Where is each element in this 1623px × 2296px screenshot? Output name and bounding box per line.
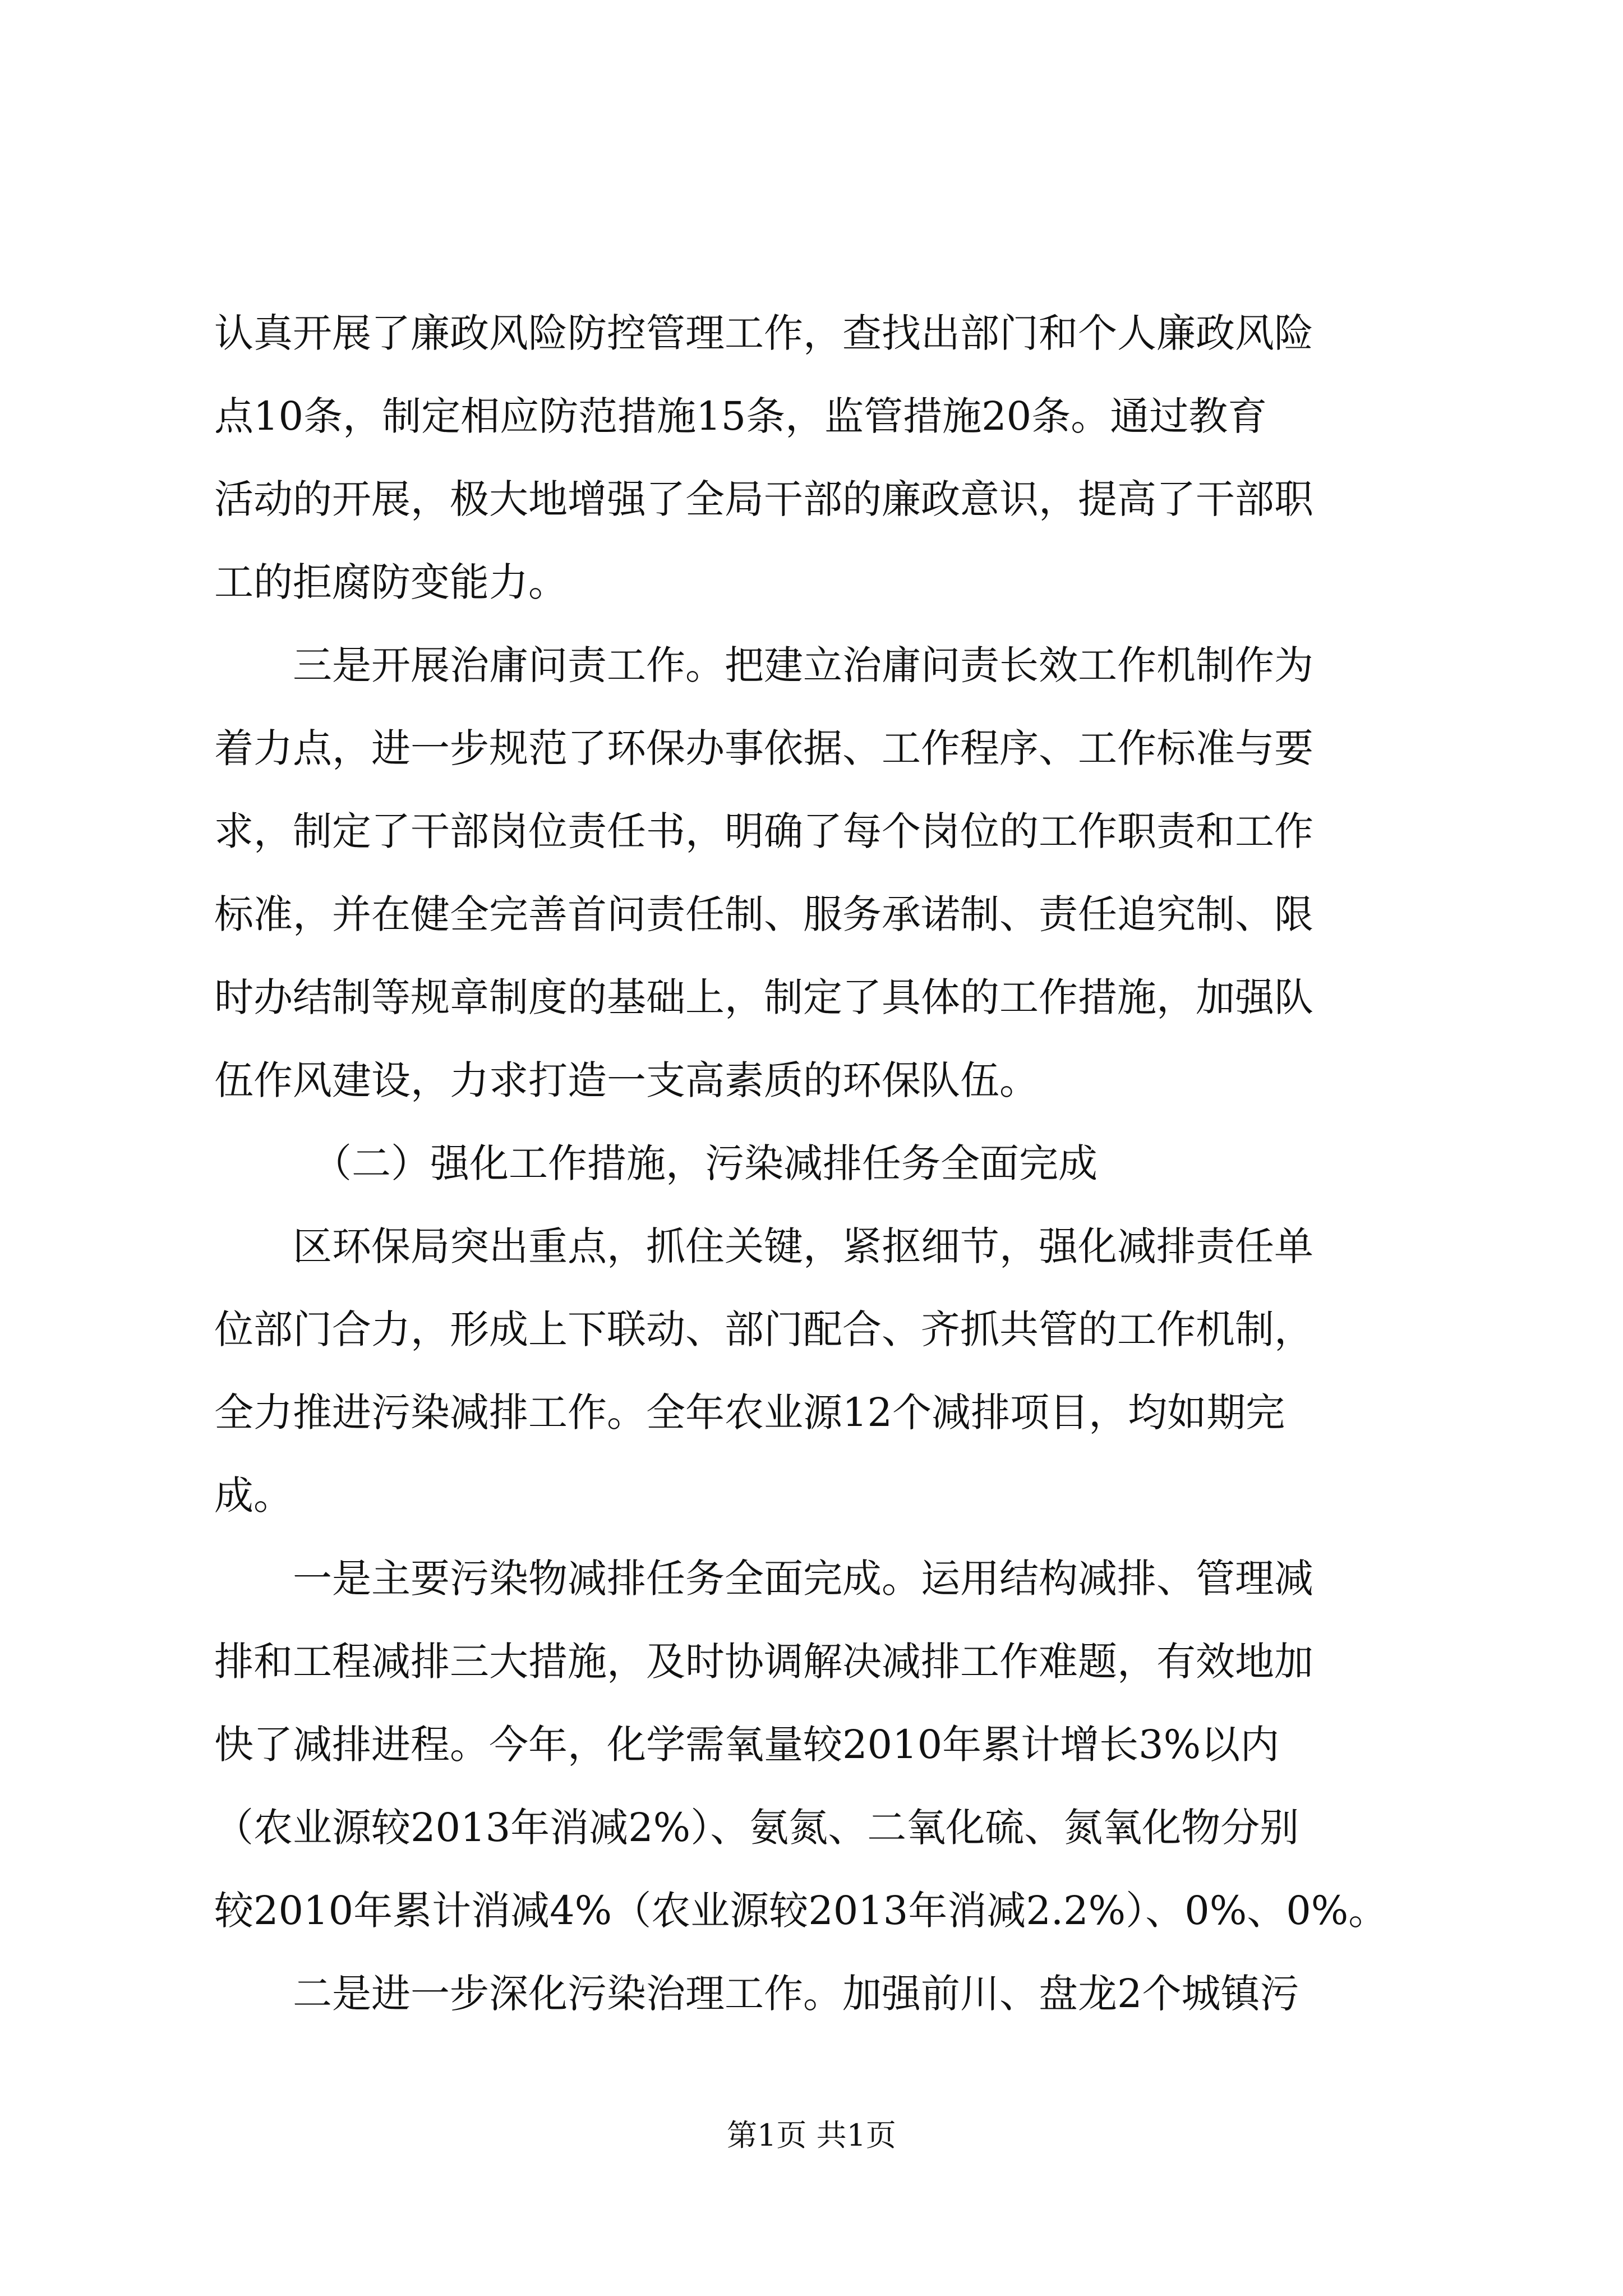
text-line: 求，制定了干部岗位责任书，明确了每个岗位的工作职责和工作 — [214, 808, 1313, 854]
text-line: 成。 — [214, 1473, 293, 1519]
text-line: 三是开展治庸问责工作。把建立治庸问责长效工作机制作为 — [293, 642, 1313, 688]
text-line: 活动的开展，极大地增强了全局干部的廉政意识，提高了干部职 — [214, 476, 1313, 522]
text-line: 区环保局突出重点，抓住关键，紧抠细节，强化减排责任单 — [293, 1223, 1313, 1269]
text-line: 认真开展了廉政风险防控管理工作，查找出部门和个人廉政风险 — [214, 310, 1313, 356]
text-line: 时办结制等规章制度的基础上，制定了具体的工作措施，加强队 — [214, 974, 1313, 1020]
text-line: 着力点，进一步规范了环保办事依据、工作程序、工作标准与要 — [214, 725, 1313, 771]
text-line: 快了减排进程。今年，化学需氧量较2010年累计增长3%以内 — [214, 1722, 1280, 1768]
section-heading: （二）强化工作措施，污染减排任务全面完成 — [312, 1140, 1098, 1186]
text-line: 工的拒腐防变能力。 — [214, 559, 568, 605]
text-line: 一是主要污染物减排任务全面完成。运用结构减排、管理减 — [293, 1556, 1313, 1602]
text-line: 较2010年累计消减4%（农业源较2013年消减2.2%）、0%、0%。 — [214, 1888, 1388, 1934]
text-line: （农业源较2013年消减2%）、氨氮、二氧化硫、氮氧化物分别 — [214, 1805, 1299, 1851]
document-body — [214, 292, 1420, 2035]
text-line: 点10条，制定相应防范措施15条，监管措施20条。通过教育 — [214, 393, 1267, 439]
text-line: 伍作风建设，力求打造一支高素质的环保队伍。 — [214, 1057, 1039, 1103]
text-line: 排和工程减排三大措施，及时协调解决减排工作难题，有效地加 — [214, 1639, 1313, 1685]
text-line: 二是进一步深化污染治理工作。加强前川、盘龙2个城镇污 — [293, 1971, 1299, 2017]
text-line: 标准，并在健全完善首问责任制、服务承诺制、责任追究制、限 — [214, 891, 1313, 937]
page-footer: 第1页 共1页 — [727, 2118, 896, 2153]
text-line: 全力推进污染减排工作。全年农业源12个减排项目，均如期完 — [214, 1389, 1285, 1435]
text-line: 位部门合力，形成上下联动、部门配合、齐抓共管的工作机制， — [214, 1306, 1313, 1352]
